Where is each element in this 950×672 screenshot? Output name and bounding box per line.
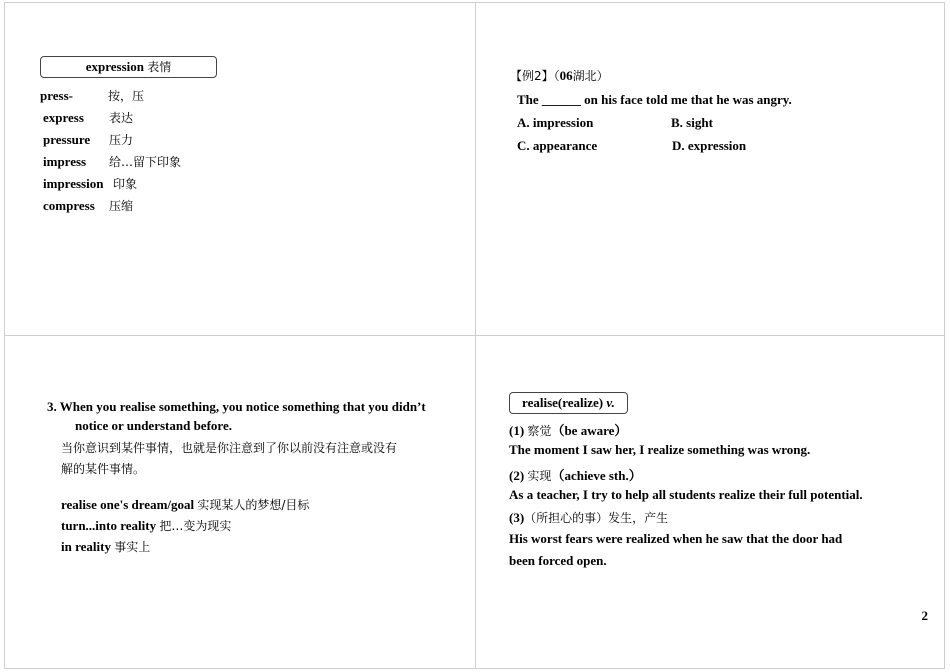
word-row — [43, 175, 137, 192]
example-1: The moment I saw her, I realize something was wrong. — [509, 442, 811, 457]
header-word: expression — [85, 59, 144, 74]
sense-2-number: (2) — [509, 468, 525, 483]
sense-3-number: (3) — [509, 510, 525, 525]
word-row — [43, 131, 133, 148]
example-label: 【例2】 — [510, 69, 554, 83]
phrase-en: in reality — [61, 539, 111, 554]
option-a: A. impression — [517, 115, 594, 130]
sense-3-line — [509, 509, 668, 526]
option-d: D. expression — [672, 138, 747, 153]
option-b: B. sight — [671, 115, 713, 130]
definition-en-line2: notice or understand before. — [75, 418, 232, 433]
word-meaning: 按，压 — [108, 89, 145, 103]
word-meaning: 给…留下印象 — [109, 155, 182, 169]
part-of-speech: v. — [606, 395, 615, 410]
word-row — [40, 87, 144, 104]
word: impress — [43, 154, 87, 169]
word-row — [43, 109, 133, 126]
slide-1 — [4, 2, 476, 336]
word-meaning: 压缩 — [109, 199, 134, 213]
example-3-line1: His worst fears were realized when he saw that the door had — [509, 531, 843, 546]
expression-header-box — [40, 56, 217, 78]
phrase-row — [61, 496, 309, 513]
definition-cn-line1: 当你意识到某件事情，也就是你注意到了你以前没有注意或没有 — [61, 441, 398, 455]
source-place: 湖北） — [572, 69, 609, 83]
phrase-en: realise one's dream/goal — [61, 497, 195, 512]
slide-4 — [475, 335, 945, 669]
sense-3-meaning: （所担心的事）发生，产生 — [524, 511, 669, 525]
word-meaning: 印象 — [113, 177, 138, 191]
phrase-row — [61, 517, 231, 534]
sense-1-meaning: 察觉 — [527, 424, 552, 438]
word-meaning: 压力 — [109, 133, 134, 147]
source-year: 06 — [559, 68, 573, 83]
definition-en-line1: 3. When you realise something, you notice something that you didn’t — [47, 399, 426, 414]
realise-header-box — [509, 392, 628, 414]
example-label-line — [510, 67, 609, 84]
word: press- — [40, 88, 73, 103]
sense-2-gloss: （achieve sth.） — [551, 468, 642, 483]
header-meaning: 表情 — [147, 60, 172, 74]
definition-cn-line2: 解的某件事情。 — [61, 462, 146, 476]
sense-2-meaning: 实现 — [527, 469, 552, 483]
example-3-line2: been forced open. — [509, 553, 607, 568]
question-text: The ______ on his face told me that he was angry. — [517, 92, 792, 107]
slide-3 — [4, 335, 476, 669]
phrase-cn: 把…变为现实 — [159, 519, 232, 533]
slide-2 — [475, 2, 945, 336]
word-row — [43, 197, 133, 214]
example-2: As a teacher, I try to help all students realize their full potential. — [509, 487, 863, 502]
word-meaning: 表达 — [109, 111, 134, 125]
phrase-row — [61, 538, 150, 555]
word-row — [43, 153, 181, 170]
sense-1-gloss: （be aware） — [551, 423, 628, 438]
page-number: 2 — [921, 608, 928, 623]
option-c: C. appearance — [517, 138, 598, 153]
word: compress — [43, 198, 95, 213]
word: express — [43, 110, 84, 125]
word: pressure — [43, 132, 91, 147]
phrase-cn: 事实上 — [114, 540, 151, 554]
sense-1-line — [509, 420, 627, 439]
phrase-en: turn...into reality — [61, 518, 157, 533]
sense-1-number: (1) — [509, 423, 525, 438]
word: impression — [43, 176, 104, 191]
sense-2-line — [509, 465, 642, 484]
phrase-cn: 实现某人的梦想/目标 — [197, 498, 310, 512]
source-bracket: （ — [553, 69, 560, 83]
header-word: realise(realize) — [522, 395, 604, 410]
